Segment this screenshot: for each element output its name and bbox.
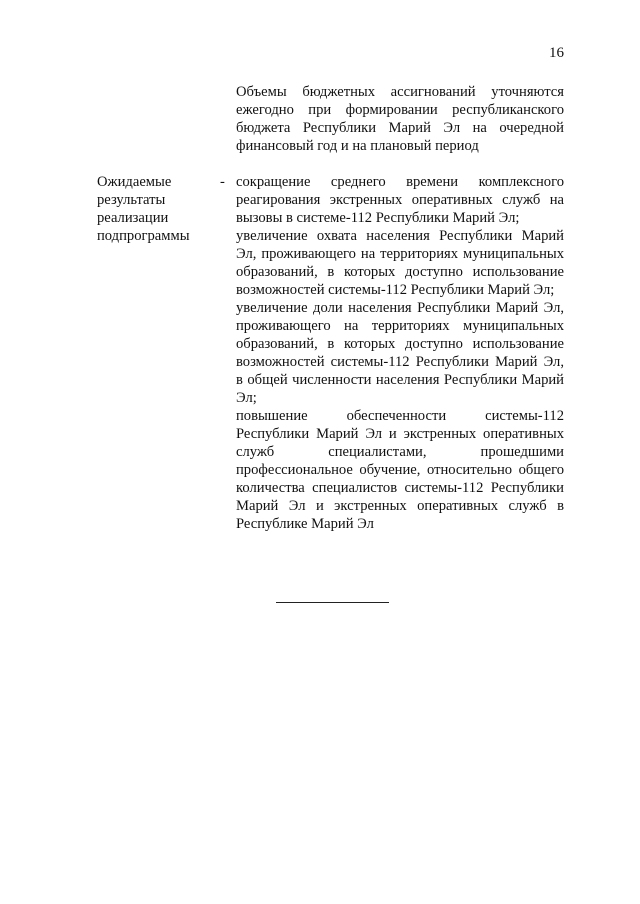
- end-of-section-rule: [276, 602, 389, 603]
- result-item: повышение обеспеченности системы-112 Республики Марий Эл и экстренных оперативных служб специалистами, прошедшими профессиональное обучение, относительно общего количества специалистов системы-112 Республики Марий Эл и экстренных оперативных служб в Республике Марий Эл: [236, 408, 564, 532]
- result-item: увеличение доли населения Республики Марий Эл, проживающего на территориях муниципальных образований, в которых доступно использование возможностей системы-112 Республики Марий Эл, в общей численности населения Республики Марий Эл;: [236, 300, 564, 406]
- funding-note-block: [236, 83, 564, 155]
- page-number: 16: [549, 45, 564, 61]
- expected-results-label: Ожидаемые результаты реализации подпрограммы: [97, 174, 190, 244]
- expected-results-list: [236, 173, 564, 533]
- result-item: сокращение среднего времени комплексного реагирования экстренных оперативных служб на вызовы в системе-112 Республики Марий Эл;: [236, 174, 564, 226]
- result-item: увеличение охвата населения Республики Марий Эл, проживающего на территориях муниципальных образований, в которых доступно использование возможностей системы-112 Республики Марий Эл;: [236, 228, 564, 298]
- row-separator-dash: -: [220, 174, 225, 190]
- funding-note-text: Объемы бюджетных ассигнований уточняются ежегодно при формировании республиканского бюджета Республики Марий Эл на очередной финансовый год и на плановый период: [236, 84, 564, 154]
